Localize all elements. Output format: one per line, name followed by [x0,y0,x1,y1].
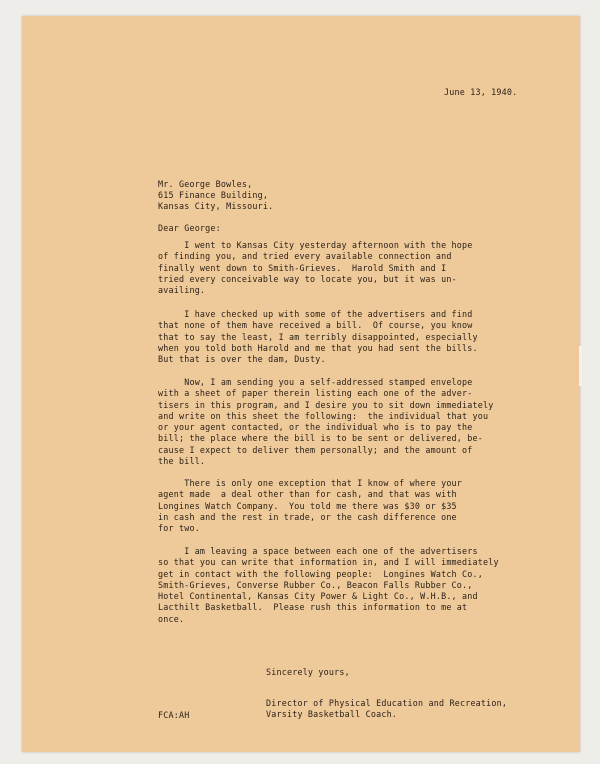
body-paragraph-1 [158,240,473,296]
text-line: Longines Watch Company. You told me there was $30 or $35 [158,500,457,511]
text-line: the bill. [158,456,206,467]
text-line: so that you can write that information in, and I will immediately [158,557,499,568]
letter-page [22,16,580,752]
text-line: when you told both Harold and me that you had sent the bills. [158,342,478,353]
text-line: get in contact with the following people: Longines Watch Co., [158,568,484,579]
text-line: for two. [158,523,200,534]
text-line: availing. [158,285,206,296]
text-line: agent made a deal other than for cash, and that was with [158,489,457,500]
text-line: that to say the least, I am terribly disappointed, especially [158,331,478,342]
body-paragraph-3 [158,377,494,467]
text-line: that none of them have received a bill. Of course, you know [158,320,473,331]
text-line: Hotel Continental, Kansas City Power & Light Co., W.H.B., and [158,591,478,602]
closing: Sincerely yours, [266,667,350,677]
address-line: Mr. George Bowles, [158,179,253,189]
body-paragraph-4 [158,478,462,534]
text-line: with a sheet of paper therein listing each one of the adver- [158,388,473,399]
address-line: Kansas City, Missouri. [158,201,274,211]
text-line: or your agent contacted, or the individual who is to pay the [158,422,473,433]
text-line: and write on this sheet the following: the individual that you [158,410,489,421]
text-line: There is only one exception that I know of where your [158,478,463,488]
text-line: tried every conceivable way to locate you, but it was un- [158,273,457,284]
paper-edge-tear [579,346,582,386]
text-line: I have checked up with some of the advertisers and find [158,309,473,319]
text-line: I went to Kansas City yesterday afternoon with the hope [158,240,473,250]
text-line: finally went down to Smith-Grieves. Harold Smith and I [158,262,447,273]
signature-line: Director of Physical Education and Recreation, [266,698,508,708]
body-paragraph-5 [158,546,499,625]
text-line: Now, I am sending you a self-addressed stamped envelope [158,377,473,387]
text-line: But that is over the dam, Dusty. [158,354,326,365]
address-line: 615 Finance Building, [158,190,269,200]
recipient-address [158,179,273,212]
text-line: Smith-Grieves, Converse Rubber Co., Beacon Falls Rubber Co., [158,579,473,590]
text-line: cause I expect to deliver them personally; and the amount of [158,444,473,455]
salutation: Dear George: [158,223,221,233]
body-paragraph-2 [158,309,478,365]
signature-title [266,698,507,721]
text-line: I am leaving a space between each one of the advertisers [158,546,478,556]
text-line: Lacthilt Basketball. Please rush this information to me at [158,602,468,613]
text-line: of finding you, and tried every available connection and [158,251,452,262]
signature-line: Varsity Basketball Coach. [266,709,398,720]
letter-date: June 13, 1940. [444,87,518,97]
text-line: tisers in this program, and I desire you to sit down immediately [158,399,494,410]
typist-initials: FCA:AH [158,710,190,720]
text-line: once. [158,613,185,624]
text-line: in cash and the rest in trade, or the cash difference one [158,511,457,522]
text-line: bill; the place where the bill is to be sent or delivered, be- [158,433,484,444]
